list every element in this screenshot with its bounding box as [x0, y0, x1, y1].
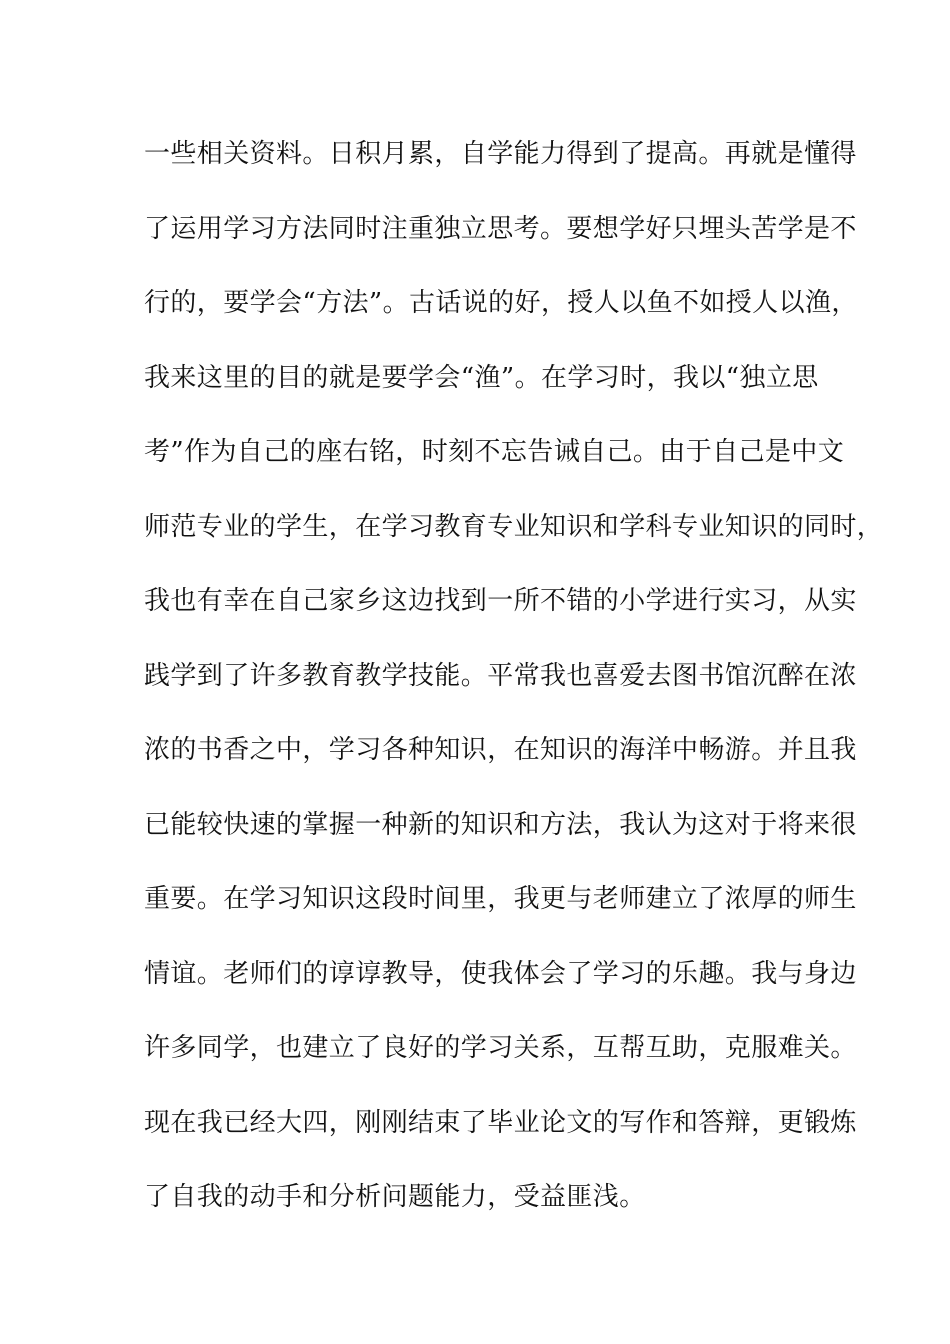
text-line: 我来这里的目的就是要学会“渔”。在学习时，我以“独立思 — [144, 362, 819, 393]
body-text — [144, 130, 884, 1248]
text-line: 现在我已经大四，刚刚结束了毕业论文的写作和答辩，更锻炼 — [144, 1107, 857, 1138]
text-line: 践学到了许多教育教学技能。平常我也喜爱去图书馆沉醉在浓 — [144, 660, 857, 691]
text-line: 我也有幸在自己家乡这边找到一所不错的小学进行实习，从实 — [144, 586, 857, 616]
text-line: 许多同学，也建立了良好的学习关系，互帮互助，克服难关。 — [144, 1033, 857, 1063]
text-line: 重要。在学习知识这段时间里，我更与老师建立了浓厚的师生 — [144, 884, 857, 914]
text-line: 师范专业的学生，在学习教育专业知识和学科专业知识的同时， — [144, 511, 884, 542]
text-line: 情谊。老师们的谆谆教导，使我体会了学习的乐趣。我与身边 — [144, 958, 857, 989]
text-line: 一些相关资料。日积月累，自学能力得到了提高。再就是懂得 — [144, 139, 857, 169]
text-line: 考”作为自己的座右铭，时刻不忘告诫自己。由于自己是中文 — [144, 437, 845, 467]
text-line: 了自我的动手和分析问题能力，受益匪浅。 — [144, 1182, 646, 1212]
text-line: 浓的书香之中，学习各种知识，在知识的海洋中畅游。并且我 — [144, 735, 857, 765]
text-line: 了运用学习方法同时注重独立思考。要想学好只埋头苦学是不 — [144, 213, 857, 244]
text-line: 已能较快速的掌握一种新的知识和方法，我认为这对于将来很 — [144, 809, 857, 840]
text-line: 行的，要学会“方法”。古话说的好，授人以鱼不如授人以渔， — [144, 288, 858, 318]
